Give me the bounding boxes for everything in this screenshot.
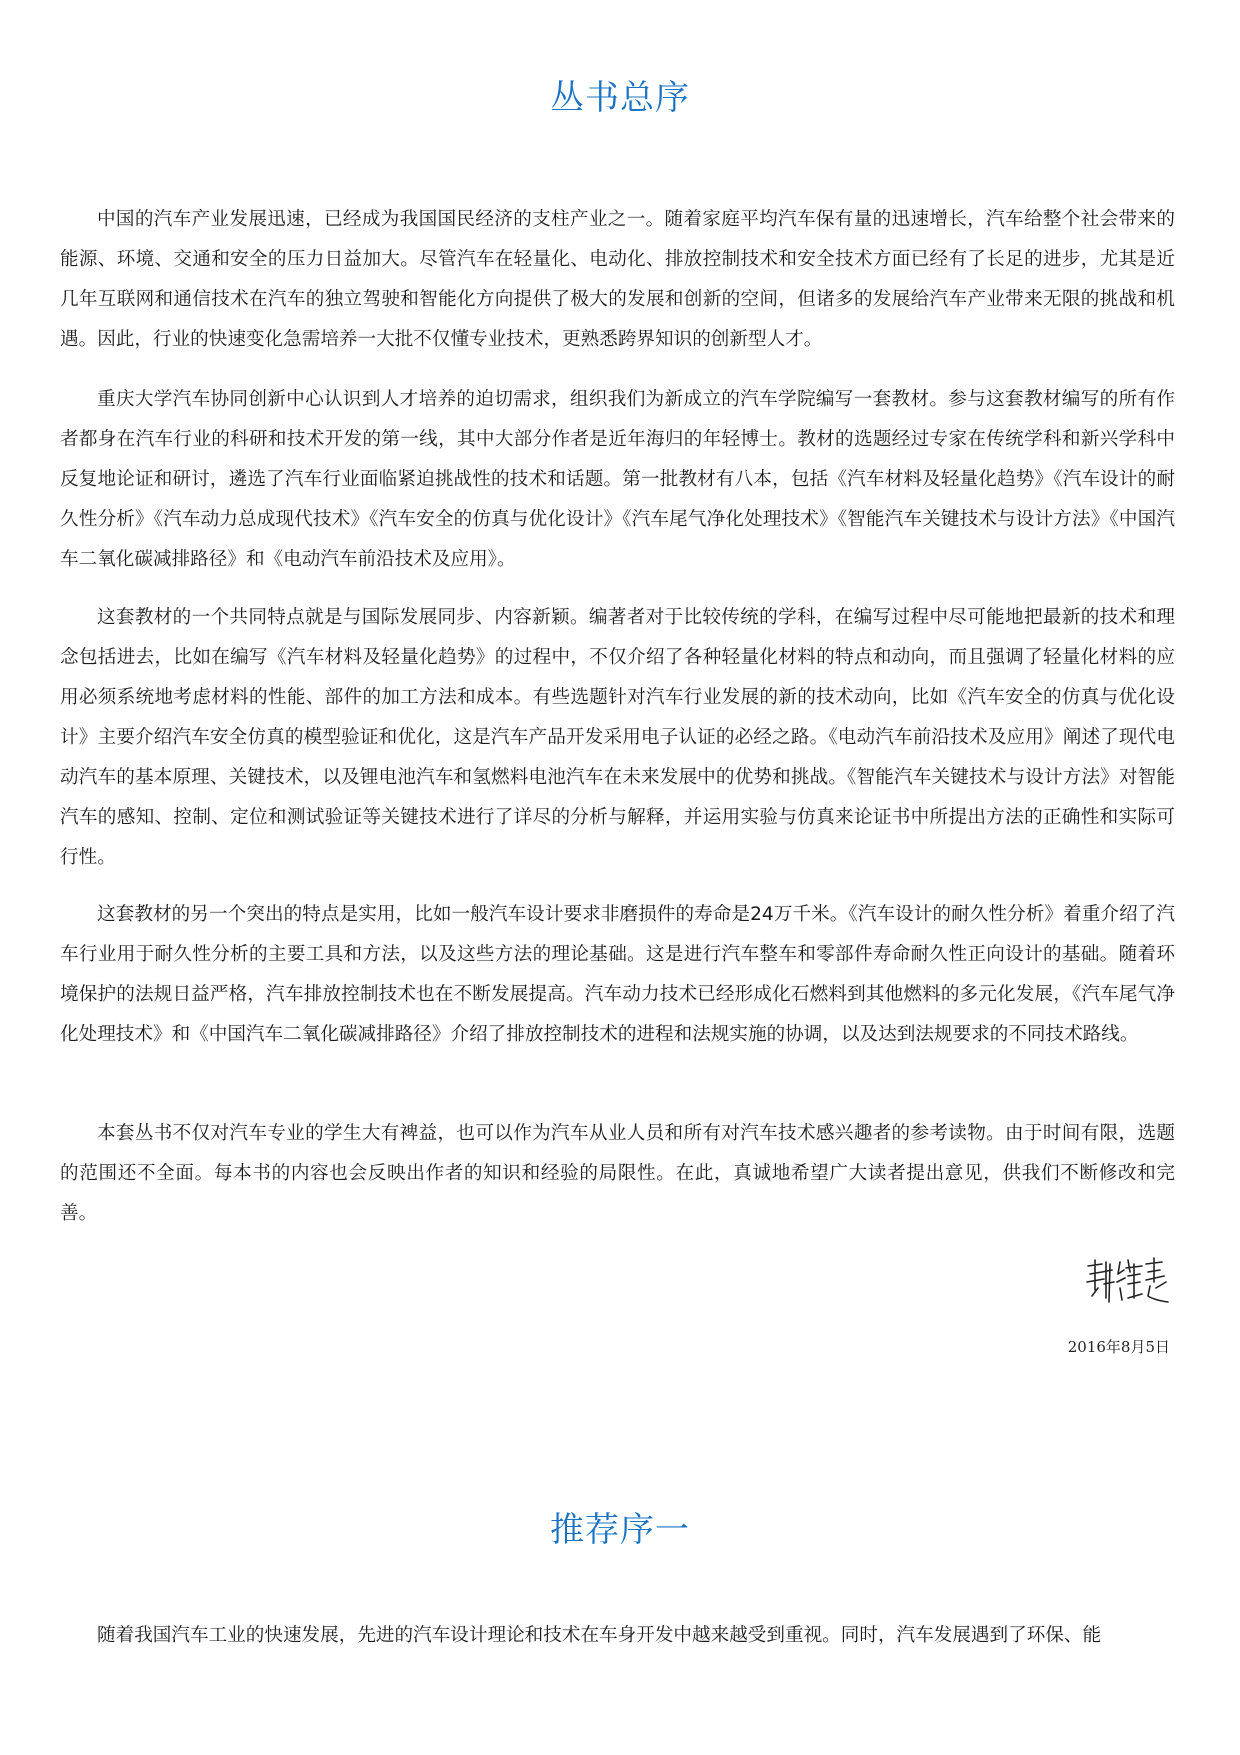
series-preface-paragraph-2: 重庆大学汽车协同创新中心认识到人才培养的迫切需求，组织我们为新成立的汽车学院编写一套教材。参与这套教材编写的所有作者都身在汽车行业的科研和技术开发的第一线，其中大部分作者是近年海归的年轻博士。教材的选题经过专家在传统学科和新兴学科中反复地论证和研讨，遴选了汽车行业面临紧迫挑战性的技术和话题。第一批教材有八本，包括《汽车材料及轻量化趋势》《汽车设计的耐久性分析》《汽车动力总成现代技术》《汽车安全的仿真与优化设计》《汽车尾气净化处理技术》《智能汽车关键技术与设计方法》《中国汽车二氧化碳减排路径》和《电动汽车前沿技术及应用》。	[60, 389, 1175, 570]
recommendation-preface-paragraph-1: 随着我国汽车工业的快速发展，先进的汽车设计理论和技术在车身开发中越来越受到重视。同时，汽车发展遇到了环保、能	[97, 1625, 1102, 1646]
preface-date: 2016年8月5日	[1067, 1338, 1170, 1356]
series-preface-title: 丛书总序	[550, 78, 690, 118]
series-preface-paragraph-5: 本套丛书不仅对汽车专业的学生大有裨益，也可以作为汽车从业人员和所有对汽车技术感兴趣者的参考读物。由于时间有限，选题的范围还不全面。每本书的内容也会反映出作者的知识和经验的局限性。在此，真诚地希望广大读者提出意见，供我们不断修改和完善。	[60, 1123, 1175, 1224]
handwritten-signature	[1082, 1252, 1172, 1308]
recommendation-preface-title: 推荐序一	[550, 1510, 690, 1550]
series-preface-paragraph-4: 这套教材的另一个突出的特点是实用，比如一般汽车设计要求非磨损件的寿命是24万千米。《汽车设计的耐久性分析》着重介绍了汽车行业用于耐久性分析的主要工具和方法，以及这些方法的理论基础。这是进行汽车整车和零部件寿命耐久性正向设计的基础。随着环境保护的法规日益严格，汽车排放控制技术也在不断发展提高。汽车动力技术已经形成化石燃料到其他燃料的多元化发展，《汽车尾气净化处理技术》和《中国汽车二氧化碳减排路径》介绍了排放控制技术的进程和法规实施的协调，以及达到法规要求的不同技术路线。	[60, 904, 1175, 1045]
series-preface-paragraph-3: 这套教材的一个共同特点就是与国际发展同步、内容新颖。编著者对于比较传统的学科，在编写过程中尽可能地把最新的技术和理念包括进去，比如在编写《汽车材料及轻量化趋势》的过程中，不仅介绍了各种轻量化材料的特点和动向，而且强调了轻量化材料的应用必须系统地考虑材料的性能、部件的加工方法和成本。有些选题针对汽车行业发展的新的技术动向，比如《汽车安全的仿真与优化设计》主要介绍汽车安全仿真的模型验证和优化，这是汽车产品开发采用电子认证的必经之路。《电动汽车前沿技术及应用》阐述了现代电动汽车的基本原理、关键技术，以及锂电池汽车和氢燃料电池汽车在未来发展中的优势和挑战。《智能汽车关键技术与设计方法》对智能汽车的感知、控制、定位和测试验证等关键技术进行了详尽的分析与解释，并运用实验与仿真来论证书中所提出方法的正确性和实际可行性。	[60, 607, 1175, 868]
series-preface-paragraph-1: 中国的汽车产业发展迅速，已经成为我国国民经济的支柱产业之一。随着家庭平均汽车保有量的迅速增长，汽车给整个社会带来的能源、环境、交通和安全的压力日益加大。尽管汽车在轻量化、电动化、排放控制技术和安全技术方面已经有了长足的进步，尤其是近几年互联网和通信技术在汽车的独立驾驶和智能化方向提供了极大的发展和创新的空间，但诸多的发展给汽车产业带来无限的挑战和机遇。因此，行业的快速变化急需培养一大批不仅懂专业技术，更熟悉跨界知识的创新型人才。	[60, 209, 1175, 350]
